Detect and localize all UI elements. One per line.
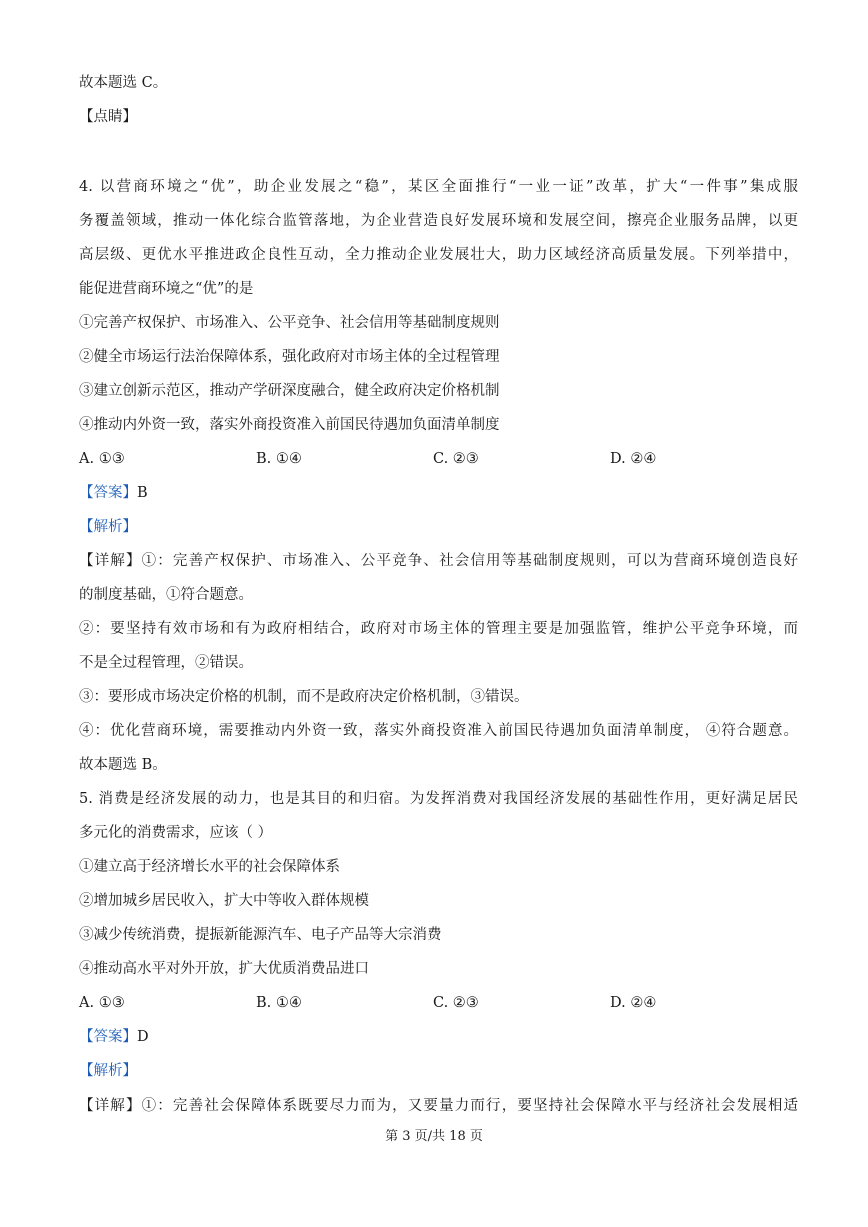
q4-detail-line: ②：要坚持有效市场和有为政府相结合，政府对市场主体的管理主要是加强监管，维护公平竞争环境，而	[79, 621, 798, 637]
q4-answer	[79, 483, 798, 503]
q4-detail-line: 不是全过程管理，②错误。	[79, 655, 253, 671]
q4-detail-line: ④：优化营商环境，需要推动内外资一致，落实外商投资准入前国民待遇加负面清单制度， ④符合题意。	[79, 723, 798, 739]
q4-item: ②健全市场运行法治保障体系，强化政府对市场主体的全过程管理	[79, 349, 500, 365]
detail-text: ①：完善社会保障体系既要尽力而为，又要量力而行，要坚持社会保障水平与经济社会发展相适	[141, 1098, 798, 1114]
detail-text: ①：完善产权保护、市场准入、公平竞争、社会信用等基础制度规则，可以为营商环境创造良好	[141, 553, 798, 569]
q4-item: ④推动内外资一致，落实外商投资准入前国民待遇加负面清单制度	[79, 417, 500, 433]
answer-label: 【答案】	[79, 1029, 137, 1045]
q5-item: ④推动高水平对外开放，扩大优质消费品进口	[79, 961, 369, 977]
q5-item: ②增加城乡居民收入，扩大中等收入群体规模	[79, 893, 369, 909]
answer-label: 【答案】	[79, 485, 137, 501]
q4-detail-line: ③：要形成市场决定价格的机制，而不是政府决定价格机制，③错误。	[79, 689, 529, 705]
answer-value: B	[137, 485, 148, 501]
q5-answer	[79, 1027, 798, 1047]
q5-item: ③减少传统消费，提振新能源汽车、电子产品等大宗消费	[79, 927, 442, 943]
q4-stem-line: 4. 以营商环境之“优”，助企业发展之“稳”，某区全面推行“一业一证”改革，扩大“一件事”集成服	[79, 179, 798, 195]
q4-analysis	[79, 517, 798, 537]
q5-detail-line	[79, 1096, 798, 1116]
answer-value: D	[137, 1029, 149, 1045]
q5-stem-line: 多元化的消费需求，应该（ ）	[79, 825, 273, 841]
q5-option-a: A. ①③	[79, 995, 125, 1011]
q4-detail-line: 的制度基础，①符合题意。	[79, 587, 253, 603]
analysis-label: 【解析】	[79, 1063, 137, 1079]
q5-stem-line: 5. 消费是经济发展的动力，也是其目的和归宿。为发挥消费对我国经济发展的基础性作用，更好满足居民	[79, 791, 798, 807]
q4-option-d: D. ②④	[610, 451, 657, 467]
q5-option-d: D. ②④	[610, 995, 657, 1011]
analysis-label: 【解析】	[79, 519, 137, 535]
q4-option-a: A. ①③	[79, 451, 125, 467]
q5-analysis	[79, 1061, 798, 1081]
q4-item: ③建立创新示范区，推动产学研深度融合，健全政府决定价格机制	[79, 383, 500, 399]
q4-stem-line: 能促进营商环境之“优”的是	[79, 281, 254, 297]
detail-label: 【详解】	[79, 1098, 142, 1114]
detail-label: 【详解】	[79, 553, 142, 569]
q5-option-c: C. ②③	[433, 995, 479, 1011]
dianjing-label: 【点睛】	[79, 109, 137, 125]
prev-conclusion: 故本题选 C。	[79, 75, 168, 91]
q5-item: ①建立高于经济增长水平的社会保障体系	[79, 859, 340, 875]
q5-option-b: B. ①④	[256, 995, 302, 1011]
q4-detail-line	[79, 551, 798, 571]
q4-item: ①完善产权保护、市场准入、公平竞争、社会信用等基础制度规则	[79, 315, 500, 331]
page-footer: 第 3 页/共 18 页	[385, 1129, 483, 1144]
q4-option-c: C. ②③	[433, 451, 479, 467]
q4-stem-line: 务覆盖领域，推动一体化综合监管落地，为企业营造良好发展环境和发展空间，擦亮企业服务品牌，以更	[79, 213, 798, 229]
q4-stem-line: 高层级、更优水平推进政企良性互动，全力推动企业发展壮大，助力区域经济高质量发展。下列举措中，	[79, 247, 798, 263]
q4-conclusion: 故本题选 B。	[79, 757, 167, 773]
q4-option-b: B. ①④	[256, 451, 302, 467]
